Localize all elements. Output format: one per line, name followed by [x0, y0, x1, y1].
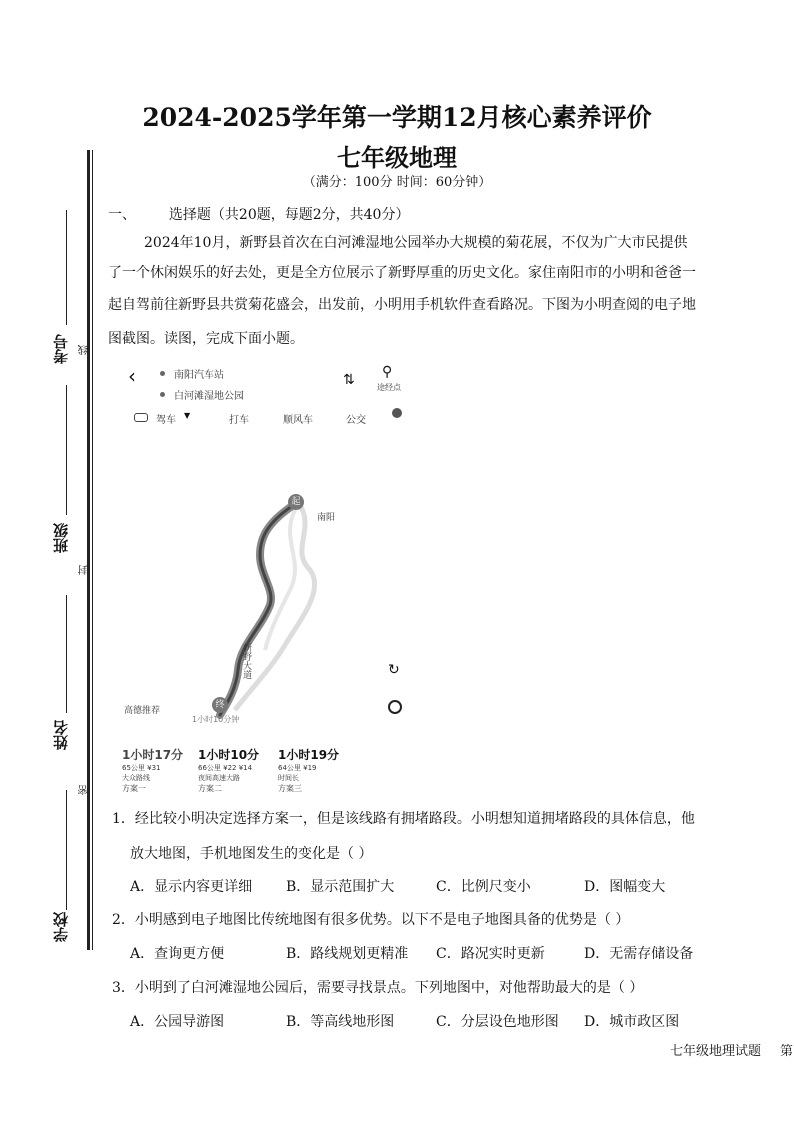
tab-bus: 公交	[346, 415, 366, 426]
footer-text: 七年级地理试题	[670, 1044, 762, 1059]
class-label: 班级	[52, 523, 70, 553]
plan-3-detail: 64公里 ¥19	[278, 764, 317, 772]
nanyang-label: 南阳	[317, 513, 336, 523]
seal-mark: 封	[79, 565, 90, 575]
plan-3	[278, 746, 358, 794]
question-3-option-a: A．公园导游图	[130, 1014, 225, 1030]
tab-taxi: 打车	[229, 415, 249, 426]
binding-line-thin	[92, 150, 93, 950]
question-2-option-d: D．无需存储设备	[584, 946, 694, 962]
locate-icon	[388, 700, 402, 714]
intro-line-3: 起自驾前往新野县共赏菊花盛会，出发前，小明用手机软件查看路况。下图为小明查阅的电子地	[108, 297, 696, 313]
plan-3-time: 1小时19分	[278, 748, 340, 762]
route-time-label: 1小时10分钟	[192, 715, 240, 724]
chevron-down-icon: ▼	[184, 411, 191, 420]
refresh-icon: ↻	[388, 662, 400, 678]
binding-line-thick	[87, 150, 90, 950]
name-label: 姓名	[52, 720, 70, 750]
plan-1	[122, 746, 198, 794]
question-3-option-b: B．等高线地形图	[286, 1014, 395, 1030]
alt-route-line	[235, 505, 315, 710]
question-3-option-d: D．城市政区图	[584, 1014, 680, 1030]
page-subtitle: 七年级地理	[337, 143, 457, 172]
road-label: 新野大道	[241, 643, 251, 679]
question-2-option-a: A．查询更方便	[130, 946, 225, 962]
exam-number-underline	[66, 210, 67, 325]
plan-3-name: 方案三	[278, 784, 302, 793]
question-2-option-b: B．路线规划更精准	[286, 946, 409, 962]
swap-icon: ⇅	[343, 372, 355, 388]
tab-drive: 驾车	[156, 415, 176, 426]
plan-2-note: 夜间高速大路	[198, 774, 240, 782]
question-1-option-c: C．比例尺变小	[436, 879, 531, 895]
plan-2-detail: 66公里 ¥22 ¥14	[198, 764, 253, 772]
car-icon	[134, 413, 148, 422]
footer-page: 第	[780, 1044, 794, 1059]
plan-2-name: 方案二	[198, 784, 222, 793]
class-underline	[66, 385, 67, 515]
score-info: （满分：100分 时间：60分钟）	[302, 175, 492, 190]
start-badge-icon: 起	[288, 494, 304, 510]
question-1-option-a: A．显示内容更详细	[130, 879, 253, 895]
origin-label: 南阳汽车站	[174, 370, 224, 381]
question-1-stem: 1．经比较小明决定选择方案一，但是该线路有拥堵路段。小明想知道拥堵路段的具体信息，他	[112, 811, 695, 827]
destination-dot-icon	[160, 392, 165, 397]
intro-line-4: 图截图。读图，完成下面小题。	[108, 331, 304, 347]
question-2-stem: 2．小明感到电子地图比传统地图有很多优势。以下不是电子地图具备的优势是（ ）	[112, 912, 630, 928]
plan-1-name: 方案一	[122, 784, 146, 793]
tab-carpool: 顺风车	[283, 415, 313, 426]
route-map	[120, 480, 420, 720]
intro-line-2: 了一个休闲娱乐的好去处，更是全方位展示了新野厚重的历史文化。家住南阳市的小明和爸爸一	[108, 265, 696, 281]
plan-3-note: 时间长	[278, 774, 299, 782]
plan-1-time: 1小时17分	[122, 748, 184, 762]
section-text: 选择题（共20题，每题2分，共40分）	[168, 207, 410, 223]
back-icon: ‹	[128, 364, 136, 388]
search-icon: ⚲	[382, 364, 393, 380]
intro-line-1: 2024年10月，新野县首次在白河滩湿地公园举办大规模的菊花展，不仅为广大市民提供	[144, 235, 688, 251]
question-3-option-c: C．分层设色地形图	[436, 1014, 559, 1030]
plan-1-detail: 65公里 ¥31	[122, 764, 161, 772]
plan-1-note: 大众路线	[122, 774, 150, 782]
waypoint-label: 途经点	[377, 383, 401, 392]
exam-number-label: 考号	[52, 334, 70, 364]
school-label: 学校	[52, 912, 70, 942]
origin-dot-icon	[160, 371, 165, 376]
question-3-stem: 3．小明到了白河滩湿地公园后，需要寻找景点。下列地图中，对他帮助最大的是（ ）	[112, 980, 644, 996]
recommend-label: 高德推荐	[124, 706, 161, 716]
walk-icon	[392, 408, 402, 418]
question-1-option-b: B．显示范围扩大	[286, 879, 395, 895]
name-underline	[66, 595, 67, 713]
question-2-option-c: C．路况实时更新	[436, 946, 545, 962]
question-1-option-d: D．图幅变大	[584, 879, 666, 895]
line-mark: 线	[79, 345, 90, 355]
end-badge-icon: 终	[212, 697, 228, 713]
electronic-map-screenshot	[120, 360, 420, 800]
plan-2-time: 1小时10分	[198, 748, 260, 762]
secret-mark: 密	[79, 785, 90, 795]
question-1-stem-2: 放大地图，手机地图发生的变化是（ ）	[130, 846, 373, 862]
page-title: 2024-2025学年第一学期12月核心素养评价	[142, 103, 652, 132]
destination-label: 白河滩湿地公园	[174, 391, 244, 402]
plan-2	[198, 746, 278, 794]
section-number: 一、	[108, 207, 136, 223]
school-underline	[66, 790, 67, 910]
section-heading	[108, 204, 409, 224]
